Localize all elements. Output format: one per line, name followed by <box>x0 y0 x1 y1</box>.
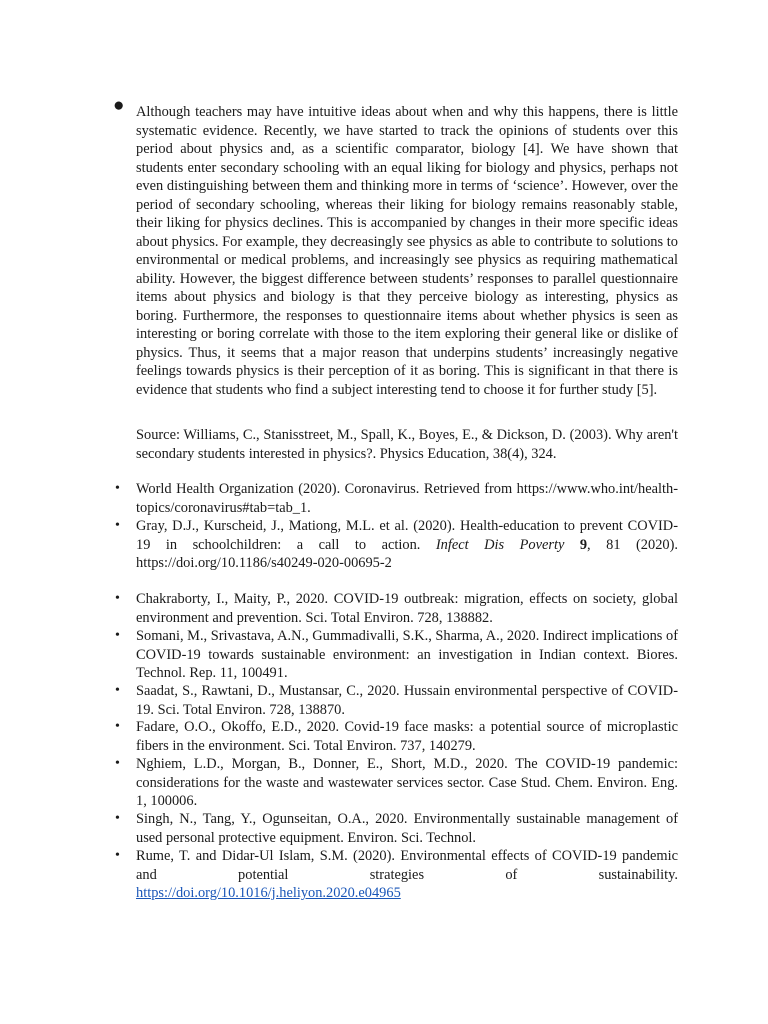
reference-rume-text: Rume, T. and Didar-Ul Islam, S.M. (2020). Environmental effects of COVID-19 pandemic and potential strategies of sustainability. <box>136 848 678 883</box>
reference-gray-volume: 9 <box>579 536 588 553</box>
bullet-icon: • <box>115 683 120 698</box>
bullet-icon: • <box>115 518 120 533</box>
reference-gray-authors: Gray, D.J., Kurscheid, J., Mationg, M.L. et al. (2020). Health-education to prevent COVID-19 in schoolchildren: a call to action. <box>136 518 678 553</box>
reference-rume <box>136 847 678 903</box>
bullet-icon: • <box>115 481 120 496</box>
source-citation: Source: Williams, C., Stanisstreet, M., Spall, K., Boyes, E., & Dickson, D. (2003). Why aren't secondary students interested in physics?. Physics Education, 38(4), 324. <box>136 427 678 462</box>
reference-gray-journal: Infect Dis Poverty <box>435 536 565 553</box>
reference-saadat: Saadat, S., Rawtani, D., Mustansar, C., 2020. Hussain environmental perspective of COVID-19. Sci. Total Environ. 728, 138870. <box>136 683 678 718</box>
reference-rume-link[interactable]: https://doi.org/10.1016/j.heliyon.2020.e04965 <box>136 885 401 901</box>
reference-fadare: Fadare, O.O., Okoffo, E.D., 2020. Covid-19 face masks: a potential source of microplastic fibers in the environment. Sci. Total Environ. 737, 140279. <box>136 719 678 754</box>
reference-singh: Singh, N., Tang, Y., Ogunseitan, O.A., 2020. Environmentally sustainable management of used personal protective equipment. Environ. Sci. Technol. <box>136 811 678 846</box>
reference-gray-doi: , 81 (2020). https://doi.org/10.1186/s40249-020-00695-2 <box>136 536 678 571</box>
reference-chakraborty: Chakraborty, I., Maity, P., 2020. COVID-19 outbreak: migration, effects on society, global environment and prevention. Sci. Total Environ. 728, 138882. <box>136 591 678 626</box>
bullet-icon: • <box>115 591 120 606</box>
bullet-icon: • <box>115 756 120 771</box>
bullet-icon: ● <box>113 95 125 116</box>
reference-somani: Somani, M., Srivastava, A.N., Gummadivalli, S.K., Sharma, A., 2020. Indirect implications of COVID-19 towards sustainable environment: an investigation in Indian context. Biores. Technol. Rep. 11, 100491. <box>136 628 678 681</box>
reference-nghiem: Nghiem, L.D., Morgan, B., Donner, E., Short, M.D., 2020. The COVID-19 pandemic: considerations for the waste and wastewater services sector. Case Stud. Chem. Environ. Eng. 1, 100006. <box>136 756 678 809</box>
intro-paragraph: Although teachers may have intuitive ideas about when and why this happens, there is little systematic evidence. Recently, we have started to track the opinions of students over this period about physics and, as a scientific comparator, biology [4]. We have shown that students enter secondary schooling with an equal liking for biology and physics, perhaps not even distinguishing between them and thinking more in terms of ‘science’. However, over the period of secondary schooling, whereas their liking for biology remains reasonably stable, their liking for physics declines. This is accompanied by changes in their more specific ideas about physics. For example, they decreasingly see physics as able to contribute to solutions to environmental or medical problems, and increasingly see physics as requiring mathematical ability. However, the biggest difference between students’ responses to parallel questionnaire items about physics and biology is that they perceive biology as interesting, physics as boring. Furthermore, the responses to questionnaire items about whether physics is seen as interesting or boring correlate with those to the item exploring their general like or dislike of physics. Thus, it seems that a major reason that underpins students’ increasingly negative feelings towards physics is their perception of it as boring. This is significant in that there is evidence that students who find a subject interesting tend to choose it for further study [5]. <box>136 104 678 398</box>
bullet-icon: • <box>115 719 120 734</box>
bullet-icon: • <box>115 848 120 863</box>
bullet-icon: • <box>115 811 120 826</box>
bullet-icon: • <box>115 628 120 643</box>
reference-gray <box>136 517 678 573</box>
reference-who: World Health Organization (2020). Coronavirus. Retrieved from https://www.who.int/health-topics/coronavirus#tab=tab_1. <box>136 481 678 516</box>
